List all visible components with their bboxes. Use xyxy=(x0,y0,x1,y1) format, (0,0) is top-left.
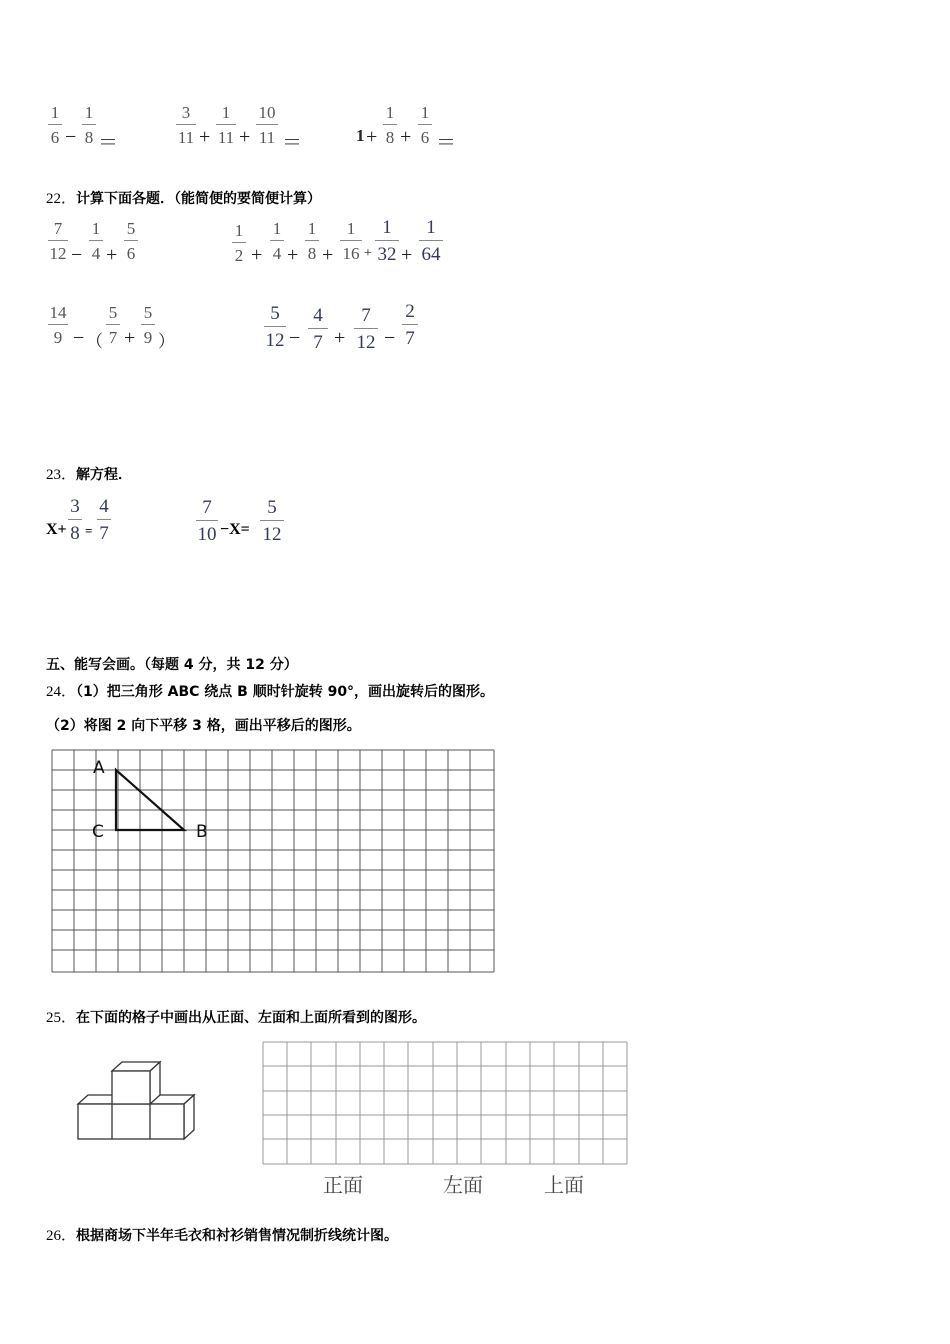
fraction: 1 8 xyxy=(82,104,96,146)
fraction: 3 11 xyxy=(177,103,195,147)
view-drawing-grid xyxy=(261,1040,631,1168)
fraction: 1 6 xyxy=(48,104,62,146)
fraction: 1 2 xyxy=(232,222,246,264)
fraction: 1 8 xyxy=(383,104,397,146)
fraction: 7 12 xyxy=(354,306,378,352)
fraction: 1 6 xyxy=(418,104,432,146)
fraction: 10 11 xyxy=(256,104,278,146)
question-25-title: 25．在下面的格子中画出从正面、左面和上面所看到的图形。 xyxy=(46,1010,427,1026)
fraction: 5 12 xyxy=(265,303,285,351)
fraction: 1 4 xyxy=(270,220,284,262)
question-22-title: 22．计算下面各题．（能简便的要简便计算） xyxy=(46,191,322,207)
fraction: 14 9 xyxy=(49,303,67,347)
fraction: 7 10 xyxy=(197,497,217,545)
fraction: 1 11 xyxy=(217,103,235,147)
question-24-line1: 24．（1）把三角形 ABC 绕点 B 顺时针旋转 90°，画出旋转后的图形。 xyxy=(46,684,495,700)
caption-front-view: 正面 xyxy=(323,1173,363,1197)
fraction: 1 16 xyxy=(340,220,362,262)
fraction: 1 8 xyxy=(305,220,319,262)
fraction: 1 4 xyxy=(89,220,103,262)
question-23-title: 23．解方程． xyxy=(46,467,133,483)
rotation-grid xyxy=(50,748,498,976)
fraction: 5 7 xyxy=(106,304,120,346)
question-26-title: 26．根据商场下半年毛衣和衬衫销售情况制折线统计图。 xyxy=(46,1228,399,1244)
fraction: 4 7 xyxy=(308,306,328,352)
caption-top-view: 上面 xyxy=(544,1173,584,1197)
cube-stack-figure xyxy=(74,1058,200,1144)
fraction: 4 7 xyxy=(97,497,111,543)
fraction: 5 12 xyxy=(260,498,284,544)
caption-left-view: 左面 xyxy=(443,1173,483,1197)
fraction: 1 32 xyxy=(375,218,399,264)
fraction: 2 7 xyxy=(402,302,418,348)
fraction: 1 64 xyxy=(419,218,443,264)
vertex-label-a: A xyxy=(93,758,105,778)
fraction: 5 6 xyxy=(124,220,138,262)
fraction: 3 8 xyxy=(68,497,82,543)
fraction: 5 9 xyxy=(141,304,155,346)
fraction: 7 12 xyxy=(49,219,67,263)
triangle-abc xyxy=(116,770,184,830)
question-24-line2: （2）将图 2 向下平移 3 格，画出平移后的图形。 xyxy=(46,718,361,734)
vertex-label-b: B xyxy=(196,822,208,842)
vertex-label-c: C xyxy=(92,822,104,842)
grid-lines xyxy=(52,750,494,972)
section-5-title: 五、能写会画。（每题 4 分，共 12 分） xyxy=(46,657,298,673)
